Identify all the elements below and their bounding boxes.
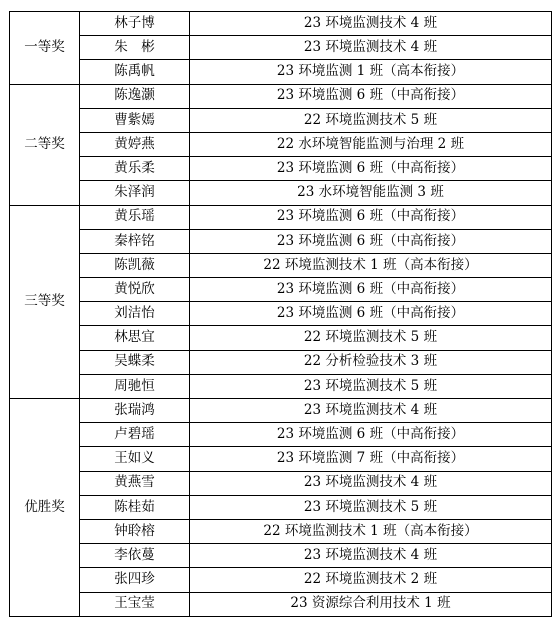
table-row [10,447,552,471]
table-row [10,326,552,350]
table-row [10,374,552,398]
winner-class-cell: 23 环境监测技术 4 班 [190,399,552,423]
winner-class-cell: 23 水环境智能监测 3 班 [190,181,552,205]
award-level-cell: 三等奖 [10,205,80,399]
winner-name-cell: 秦梓铭 [80,229,190,253]
winner-name-cell: 林思宜 [80,326,190,350]
winner-class-cell: 23 环境监测 6 班（中高衔接） [190,229,552,253]
winner-class-cell: 23 环境监测技术 5 班 [190,374,552,398]
winner-class-cell: 23 环境监测技术 4 班 [190,471,552,495]
winner-name-cell: 卢碧瑶 [80,423,190,447]
winner-class-cell: 22 水环境智能监测与治理 2 班 [190,132,552,156]
table-row [10,350,552,374]
table-row [10,471,552,495]
winner-name-cell: 朱泽润 [80,181,190,205]
winner-class-cell: 22 环境监测技术 5 班 [190,326,552,350]
winner-name-cell: 王如义 [80,447,190,471]
winner-name-cell: 王宝莹 [80,592,190,616]
winner-class-cell: 22 环境监测技术 1 班（高本衔接） [190,253,552,277]
award-table [9,11,552,617]
award-level-cell: 优胜奖 [10,399,80,617]
winner-name-cell: 周驰恒 [80,374,190,398]
table-row [10,205,552,229]
table-row [10,423,552,447]
winner-class-cell: 23 环境监测 6 班（中高衔接） [190,278,552,302]
table-row [10,592,552,616]
winner-name-cell: 陈桂茹 [80,495,190,519]
winner-class-cell: 22 环境监测技术 5 班 [190,108,552,132]
award-level-cell: 二等奖 [10,84,80,205]
table-row [10,157,552,181]
winner-class-cell: 23 环境监测技术 4 班 [190,544,552,568]
table-row [10,544,552,568]
winner-name-cell: 林子博 [80,12,190,36]
table-row [10,568,552,592]
winner-name-cell: 黄乐瑶 [80,205,190,229]
winner-class-cell: 23 环境监测技术 4 班 [190,12,552,36]
table-row [10,181,552,205]
winner-name-cell: 陈凯薇 [80,253,190,277]
winner-class-cell: 23 环境监测 6 班（中高衔接） [190,423,552,447]
table-row [10,495,552,519]
winner-name-cell: 张四珍 [80,568,190,592]
award-level-cell: 一等奖 [10,12,80,85]
winner-class-cell: 22 环境监测技术 1 班（高本衔接） [190,519,552,543]
winner-name-cell: 陈逸灏 [80,84,190,108]
winner-class-cell: 23 环境监测 6 班（中高衔接） [190,157,552,181]
winner-name-cell: 吴蝶柔 [80,350,190,374]
winner-name-cell: 李依蔓 [80,544,190,568]
table-row [10,108,552,132]
winner-name-cell: 黄悦欣 [80,278,190,302]
table-row [10,84,552,108]
table-row [10,253,552,277]
winner-class-cell: 23 环境监测 6 班（中高衔接） [190,302,552,326]
winner-name-cell: 张瑞鸿 [80,399,190,423]
table-row [10,278,552,302]
winner-class-cell: 23 环境监测 6 班（中高衔接） [190,205,552,229]
award-table-body [10,12,552,617]
winner-class-cell: 23 资源综合利用技术 1 班 [190,592,552,616]
winner-name-cell: 陈禹帆 [80,60,190,84]
winner-name-cell: 黄乐柔 [80,157,190,181]
table-row [10,60,552,84]
table-row [10,132,552,156]
table-row [10,519,552,543]
table-row [10,36,552,60]
winner-name-cell: 曹紫嫣 [80,108,190,132]
table-row [10,399,552,423]
winner-class-cell: 22 分析检验技术 3 班 [190,350,552,374]
winner-name-cell: 刘洁怡 [80,302,190,326]
winner-name-cell: 黄燕雪 [80,471,190,495]
table-row [10,12,552,36]
table-row [10,229,552,253]
winner-class-cell: 22 环境监测技术 2 班 [190,568,552,592]
winner-class-cell: 23 环境监测 7 班（中高衔接） [190,447,552,471]
winner-class-cell: 23 环境监测技术 4 班 [190,36,552,60]
winner-name-cell: 钟聆榕 [80,519,190,543]
winner-name-cell: 朱 彬 [80,36,190,60]
winner-name-cell: 黄婷燕 [80,132,190,156]
winner-class-cell: 23 环境监测 1 班（高本衔接） [190,60,552,84]
table-row [10,302,552,326]
winner-class-cell: 23 环境监测技术 5 班 [190,495,552,519]
winner-class-cell: 23 环境监测 6 班（中高衔接） [190,84,552,108]
